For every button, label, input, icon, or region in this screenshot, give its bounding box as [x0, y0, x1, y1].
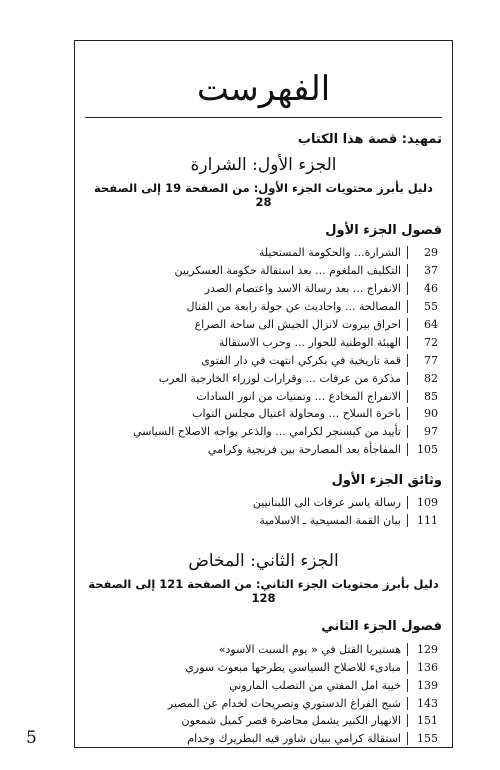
toc-entry-title: الهيئة الوطنية للحوار ... وحرب الاستقالة — [218, 335, 401, 349]
toc-page-number: 155 — [407, 732, 442, 745]
page-title: الفهرست — [196, 69, 331, 109]
toc-entry — [85, 694, 442, 712]
toc-page-number: 136 — [407, 661, 442, 674]
toc-entry-title: احراق بيروت لانزال الجيش الى ساحة الصراع — [194, 318, 401, 331]
toc-entry-title: قمة تاريخية في بكركي انتهت في دار الفتوى — [201, 353, 401, 367]
toc-page-number: 29 — [407, 246, 442, 259]
toc-page-number: 90 — [407, 407, 442, 420]
toc-entry — [85, 298, 442, 316]
part2-guide: دليل بأبرز محتويات الجزء الثاني: من الصفحة 121 إلى الصفحة 128 — [88, 577, 439, 606]
part1-guide: دليل بأبرز محتويات الجزء الأول: من الصفحة 19 إلى الصفحة 28 — [94, 181, 433, 209]
toc-page-number: 37 — [407, 264, 442, 277]
part2-chapters-heading: فصول الجزء الثاني — [321, 619, 442, 635]
toc-page-number: 129 — [407, 643, 442, 656]
part1-documents-heading: وثائق الجزء الأول — [331, 472, 442, 488]
toc-page-number: 85 — [407, 390, 442, 403]
toc-entry — [85, 405, 442, 423]
toc-entry-title: رسالة ياسر عرفات الى اللبنانيين — [252, 496, 401, 510]
toc-entry — [85, 640, 442, 658]
part1-chapters-heading: فصول الجزء الأول — [325, 223, 442, 238]
part1-documents-list — [85, 494, 442, 530]
toc-entry — [85, 494, 442, 512]
toc-entry — [85, 244, 442, 262]
toc-entry-title: شبح الفراغ الدستوري وتصريحات لخدام عن المصير — [167, 696, 401, 710]
toc-entry-title: المصالحة ... واحاديث عن جولة رابعة من القتال — [186, 300, 401, 314]
toc-entry — [85, 387, 442, 405]
toc-entry-title: مذكرة من عرفات ... وقرارات لوزراء الخارجية العرب — [158, 371, 401, 385]
toc-entry — [85, 512, 442, 530]
title-divider — [85, 117, 442, 118]
toc-entry — [85, 730, 442, 748]
toc-entry-title: الانهيار الكبير يشمل محاضرة قصر كميل شمعون — [181, 714, 401, 728]
toc-entry-title: مبادىء للاصلاح السياسي يطرحها مبعوث سوري — [185, 660, 401, 674]
toc-entry — [85, 423, 442, 441]
toc-entry-title: الانفراج المخادع ... وتمنيات من انور السادات — [196, 389, 401, 403]
toc-entry — [85, 676, 442, 694]
toc-entry — [85, 262, 442, 280]
intro-heading: تمهيد: قصة هذا الكتاب — [297, 132, 442, 147]
toc-page-number: 77 — [407, 354, 442, 367]
page-number: 5 — [26, 728, 37, 748]
toc-entry-title: هستيريا القتل في « يوم السبت الاسود» — [218, 642, 401, 656]
part2-chapters-list — [85, 640, 442, 747]
toc-entry-title: باخرة السلاح ... ومحاولة اغتيال مجلس النواب — [192, 407, 401, 421]
toc-entry — [85, 333, 442, 351]
page-frame — [74, 40, 453, 748]
toc-page-number: 64 — [407, 318, 442, 331]
toc-page-number: 97 — [407, 425, 442, 438]
toc-page-number: 72 — [407, 336, 442, 349]
toc-entry — [85, 658, 442, 676]
toc-entry — [85, 369, 442, 387]
toc-entry — [85, 441, 442, 459]
toc-entry-title: استقالة كرامي ببيان شاور فيه البطريرك وخدام — [187, 732, 401, 746]
toc-page-number: 82 — [407, 372, 442, 385]
part2-title: الجزء الثاني: المخاض — [188, 551, 339, 572]
toc-entry — [85, 316, 442, 334]
toc-page-number: 143 — [407, 697, 442, 710]
toc-entry-title: الانفراج ... بعد رسالة الاسد واعتصام الصدر — [204, 282, 401, 296]
toc-entry-title: بيان القمة المسيحية ـ الاسلامية — [259, 514, 401, 528]
toc-page-number: 55 — [407, 300, 442, 313]
toc-entry-title: خيبة امل المفتي من التصلب الماروني — [229, 678, 401, 692]
toc-entry — [85, 712, 442, 730]
toc-page-number: 109 — [407, 496, 442, 509]
toc-page-number: 111 — [407, 514, 442, 527]
toc-page-number: 46 — [407, 282, 442, 295]
toc-entry-title: المفاجأة بعد المصارحة بين فرنجية وكرامي — [207, 443, 401, 457]
toc-entry — [85, 351, 442, 369]
part1-chapters-list — [85, 244, 442, 459]
toc-entry-title: الشرارة... والحكومة المستحيلة — [258, 246, 401, 260]
toc-page-number: 151 — [407, 714, 442, 727]
toc-page-number: 139 — [407, 679, 442, 692]
part1-title: الجزء الأول: الشرارة — [190, 155, 337, 175]
toc-entry-title: التكليف الملغوم ... بعد استقالة حكومة العسكريين — [174, 264, 401, 278]
toc-entry — [85, 280, 442, 298]
toc-entry-title: تأييد من كيسنجر لكرامي ... والذعر يواجه الاصلاح السياسي — [132, 425, 401, 439]
toc-content — [85, 41, 442, 748]
toc-page-number: 105 — [407, 443, 442, 456]
